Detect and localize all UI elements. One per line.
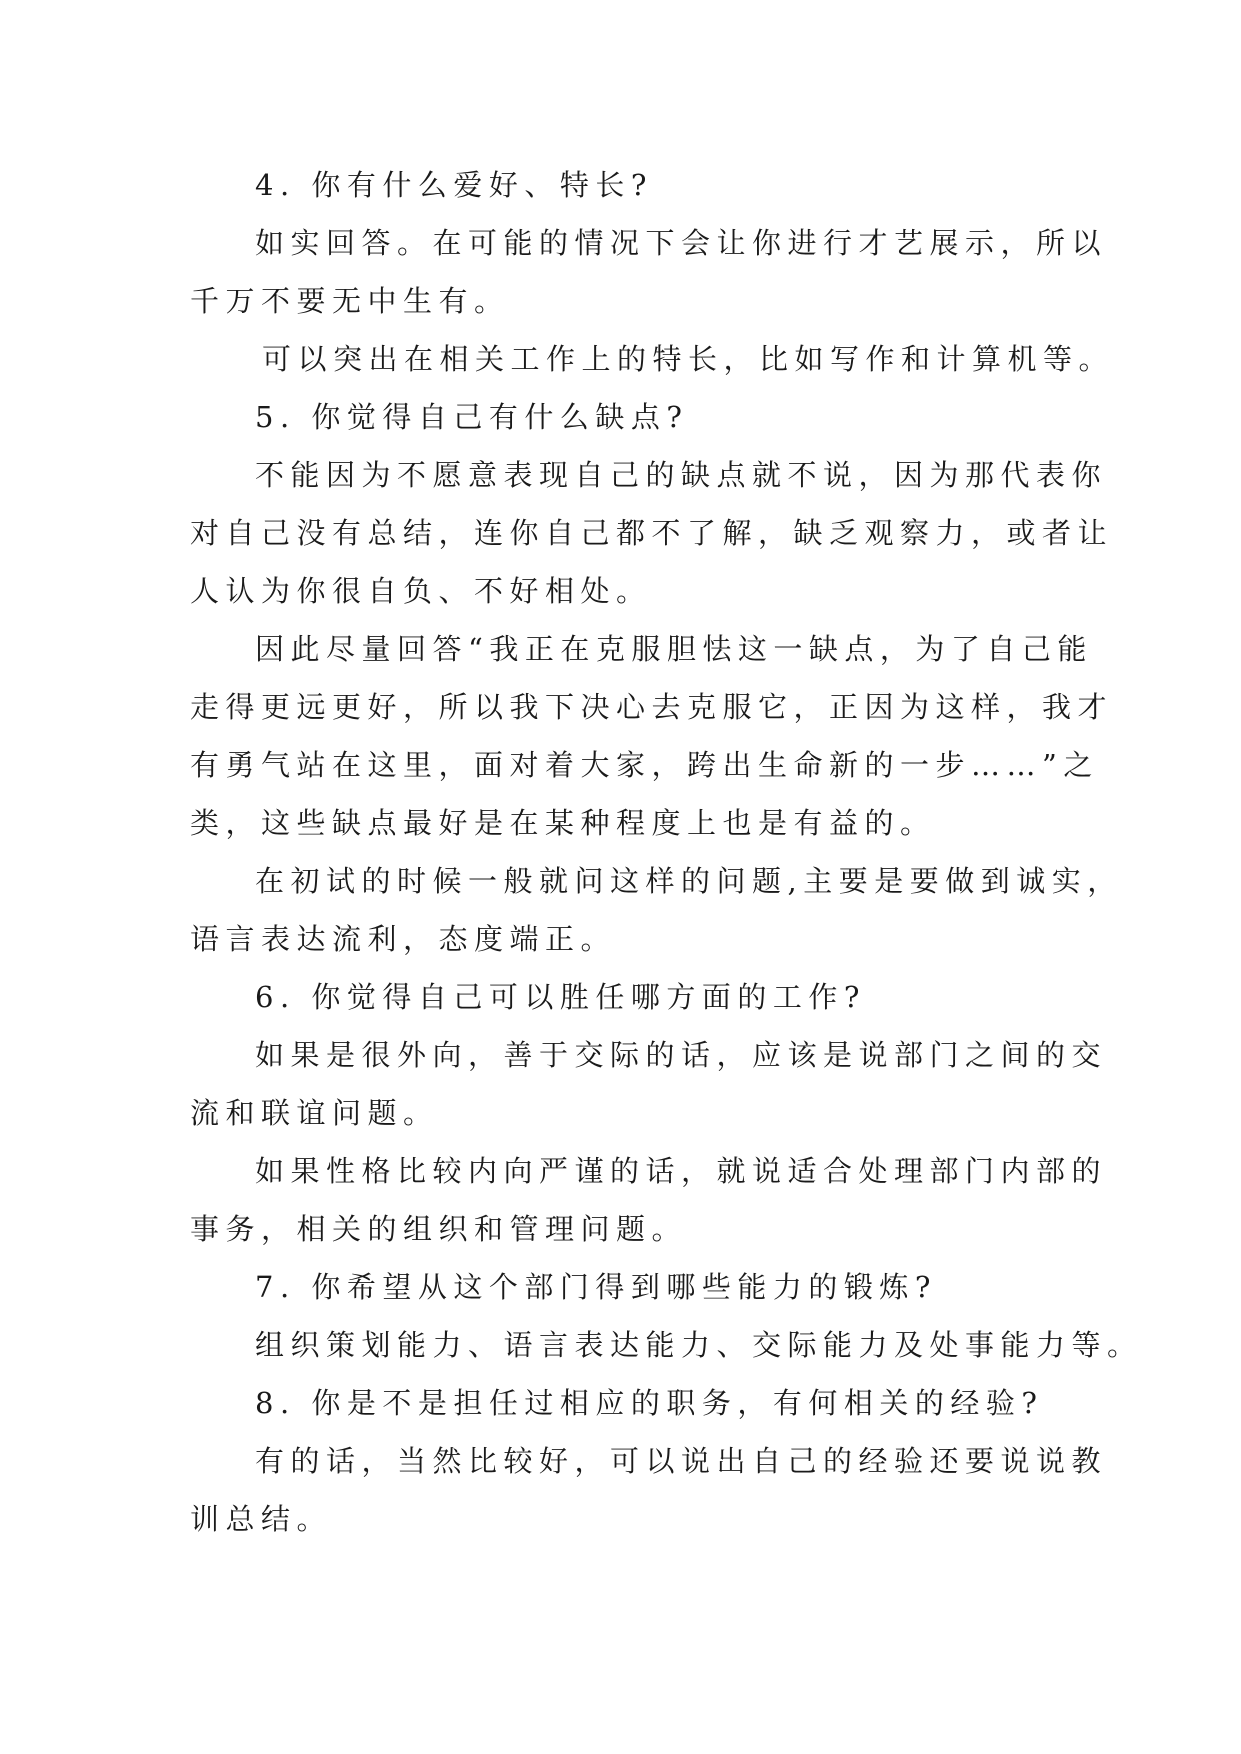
answer-5-paragraph-2-line-4: 类，这些缺点最好是在某种程度上也是有益的。	[190, 806, 936, 840]
answer-5-paragraph-1-line-3: 人认为你很自负、不好相处。	[190, 574, 652, 608]
answer-4-paragraph-1-line-2: 千万不要无中生有。	[190, 284, 510, 318]
answer-5-paragraph-2-line-2: 走得更远更好，所以我下决心去克服它，正因为这样，我才	[190, 690, 1114, 724]
question-5-heading: 5. 你觉得自己有什么缺点?	[255, 400, 689, 434]
answer-5-paragraph-3-line-2: 语言表达流利，态度端正。	[190, 922, 617, 956]
answer-7-paragraph-1-line-1: 组织策划能力、语言表达能力、交际能力及处事能力等。	[255, 1328, 1143, 1362]
answer-5-paragraph-2-line-1: 因此尽量回答“我正在克服胆怯这一缺点，为了自己能	[255, 632, 1093, 666]
answer-6-paragraph-2-line-1: 如果性格比较内向严谨的话，就说适合处理部门内部的	[255, 1154, 1108, 1188]
answer-4-paragraph-1-line-1: 如实回答。在可能的情况下会让你进行才艺展示，所以	[255, 226, 1108, 260]
answer-5-paragraph-1-line-1: 不能因为不愿意表现自己的缺点就不说，因为那代表你	[255, 458, 1108, 492]
answer-6-paragraph-1-line-1: 如果是很外向，善于交际的话，应该是说部门之间的交	[255, 1038, 1108, 1072]
answer-6-paragraph-1-line-2: 流和联谊问题。	[190, 1096, 439, 1130]
question-8-heading: 8. 你是不是担任过相应的职务，有何相关的经验?	[255, 1386, 1044, 1420]
answer-4-paragraph-2-line-1: 可以突出在相关工作上的特长，比如写作和计算机等。	[262, 342, 1115, 376]
answer-5-paragraph-3-line-1: 在初试的时候一般就问这样的问题,主要是要做到诚实，	[255, 864, 1123, 898]
question-7-heading: 7. 你希望从这个部门得到哪些能力的锻炼?	[255, 1270, 937, 1304]
answer-5-paragraph-2-line-3: 有勇气站在这里，面对着大家，跨出生命新的一步……”之	[190, 748, 1099, 782]
answer-6-paragraph-2-line-2: 事务，相关的组织和管理问题。	[190, 1212, 688, 1246]
answer-8-paragraph-1-line-2: 训总结。	[190, 1502, 333, 1536]
question-4-heading: 4. 你有什么爱好、特长?	[255, 168, 653, 202]
answer-5-paragraph-1-line-2: 对自己没有总结，连你自己都不了解，缺乏观察力，或者让	[190, 516, 1114, 550]
answer-8-paragraph-1-line-1: 有的话，当然比较好，可以说出自己的经验还要说说教	[255, 1444, 1108, 1478]
question-6-heading: 6. 你觉得自己可以胜任哪方面的工作?	[255, 980, 866, 1014]
